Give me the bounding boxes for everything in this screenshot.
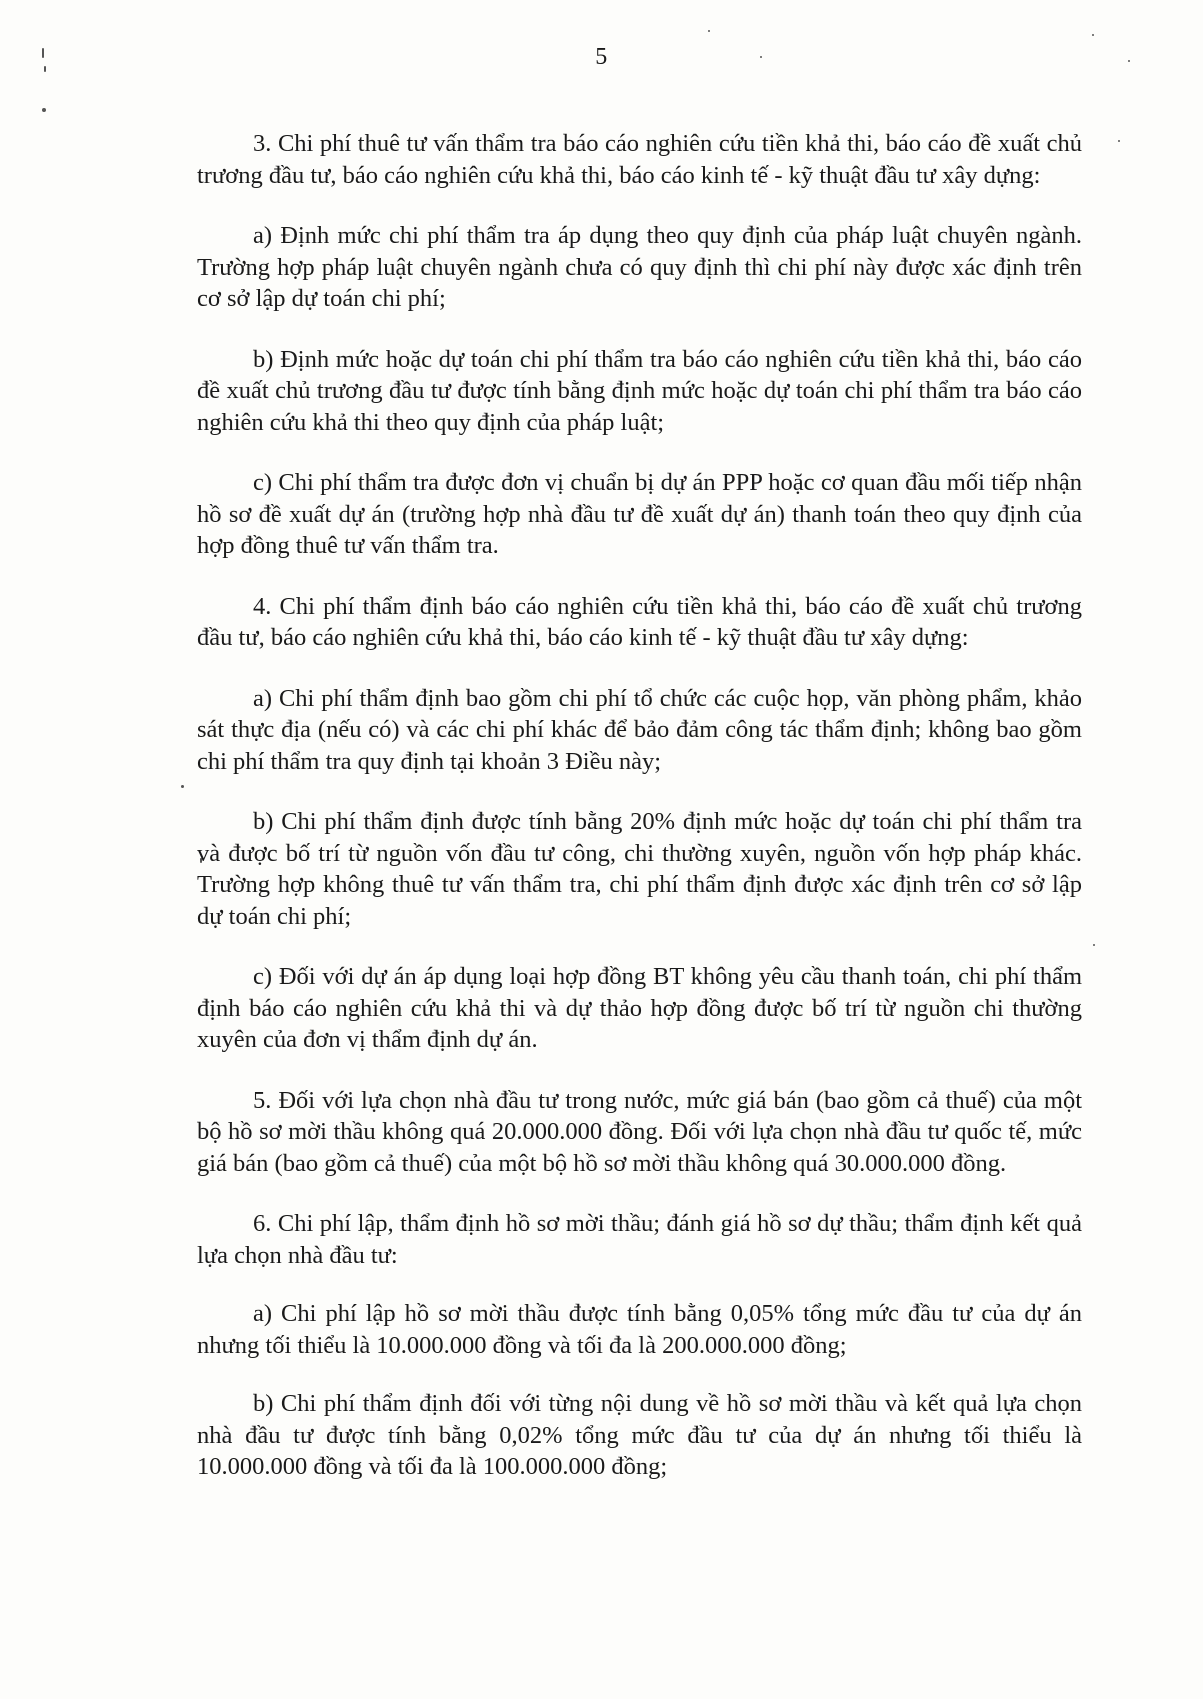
- scan-speck: [708, 30, 710, 32]
- paragraph-3a: a) Định mức chi phí thẩm tra áp dụng theo quy định của pháp luật chuyên ngành. Trường hợp pháp luật chuyên ngành chưa có quy định thì chi phí này được xác định trên cơ sở lập dự toán chi phí;: [197, 222, 1082, 312]
- paragraph-4b: b) Chi phí thẩm định được tính bằng 20% định mức hoặc dự toán chi phí thẩm tra và được bố trí từ nguồn vốn đầu tư công, chi thường xuyên, nguồn vốn hợp pháp khác. Trường hợp không thuê tư vấn thẩm tra, chi phí thẩm định được xác định trên cơ sở lập dự toán chi phí;: [197, 808, 1082, 930]
- paragraph-4-title: 4. Chi phí thẩm định báo cáo nghiên cứu tiền khả thi, báo cáo đề xuất chủ trương đầu tư, báo cáo nghiên cứu khả thi, báo cáo kinh tế - kỹ thuật đầu tư xây dựng:: [197, 592, 1082, 651]
- paragraph-6-title: 6. Chi phí lập, thẩm định hồ sơ mời thầu; đánh giá hồ sơ dự thầu; thẩm định kết quả lựa chọn nhà đầu tư:: [197, 1210, 1082, 1269]
- scan-speck: [1118, 140, 1120, 142]
- paragraph-4c: c) Đối với dự án áp dụng loại hợp đồng BT không yêu cầu thanh toán, chi phí thẩm định báo cáo nghiên cứu khả thi và dự thảo hợp đồng được bố trí từ nguồn chi thường xuyên của đơn vị thẩm định dự án.: [197, 963, 1082, 1053]
- paragraph-6a: a) Chi phí lập hồ sơ mời thầu được tính bằng 0,05% tổng mức đầu tư của dự án nhưng tối thiểu là 10.000.000 đồng và tối đa là 200.000.000 đồng;: [197, 1300, 1082, 1359]
- paragraph-6b: b) Chi phí thẩm định đối với từng nội dung về hồ sơ mời thầu và kết quả lựa chọn nhà đầu tư được tính bằng 0,02% tổng mức đầu tư của dự án nhưng tối thiểu là 10.000.000 đồng và tối đa là 100.000.000 đồng;: [197, 1390, 1082, 1480]
- scan-speck: [1093, 944, 1095, 946]
- paragraph-5: 5. Đối với lựa chọn nhà đầu tư trong nước, mức giá bán (bao gồm cả thuế) của một bộ hồ sơ mời thầu không quá 20.000.000 đồng. Đối với lựa chọn nhà đầu tư quốc tế, mức giá bán (bao gồm cả thuế) của một bộ hồ sơ mời thầu không quá 30.000.000 đồng.: [197, 1086, 1082, 1177]
- scan-speck: [181, 785, 184, 788]
- paragraph-3b: b) Định mức hoặc dự toán chi phí thẩm tra báo cáo nghiên cứu tiền khả thi, báo cáo đề xuất chủ trương đầu tư được tính bằng định mức hoặc dự toán chi phí thẩm tra báo cáo nghiên cứu khả thi theo quy định của pháp luật;: [197, 345, 1082, 436]
- scan-speck: [1092, 34, 1094, 36]
- document-body: [197, 128, 1082, 1512]
- scan-speck: [42, 108, 46, 112]
- page-number: 5: [595, 44, 608, 70]
- paragraph-3-title: 3. Chi phí thuê tư vấn thẩm tra báo cáo nghiên cứu tiền khả thi, báo cáo đề xuất chủ trương đầu tư, báo cáo nghiên cứu khả thi, báo cáo kinh tế - kỹ thuật đầu tư xây dựng:: [197, 130, 1082, 189]
- paragraph-4a: a) Chi phí thẩm định bao gồm chi phí tổ chức các cuộc họp, văn phòng phẩm, khảo sát thực địa (nếu có) và các chi phí khác để bảo đảm công tác thẩm định; không bao gồm chi phí thẩm tra quy định tại khoản 3 Điều này;: [197, 684, 1082, 775]
- paragraph-3c: c) Chi phí thẩm tra được đơn vị chuẩn bị dự án PPP hoặc cơ quan đầu mối tiếp nhận hồ sơ đề xuất dự án (trường hợp nhà đầu tư đề xuất dự án) thanh toán theo quy định của hợp đồng thuê tư vấn thẩm tra.: [197, 469, 1082, 559]
